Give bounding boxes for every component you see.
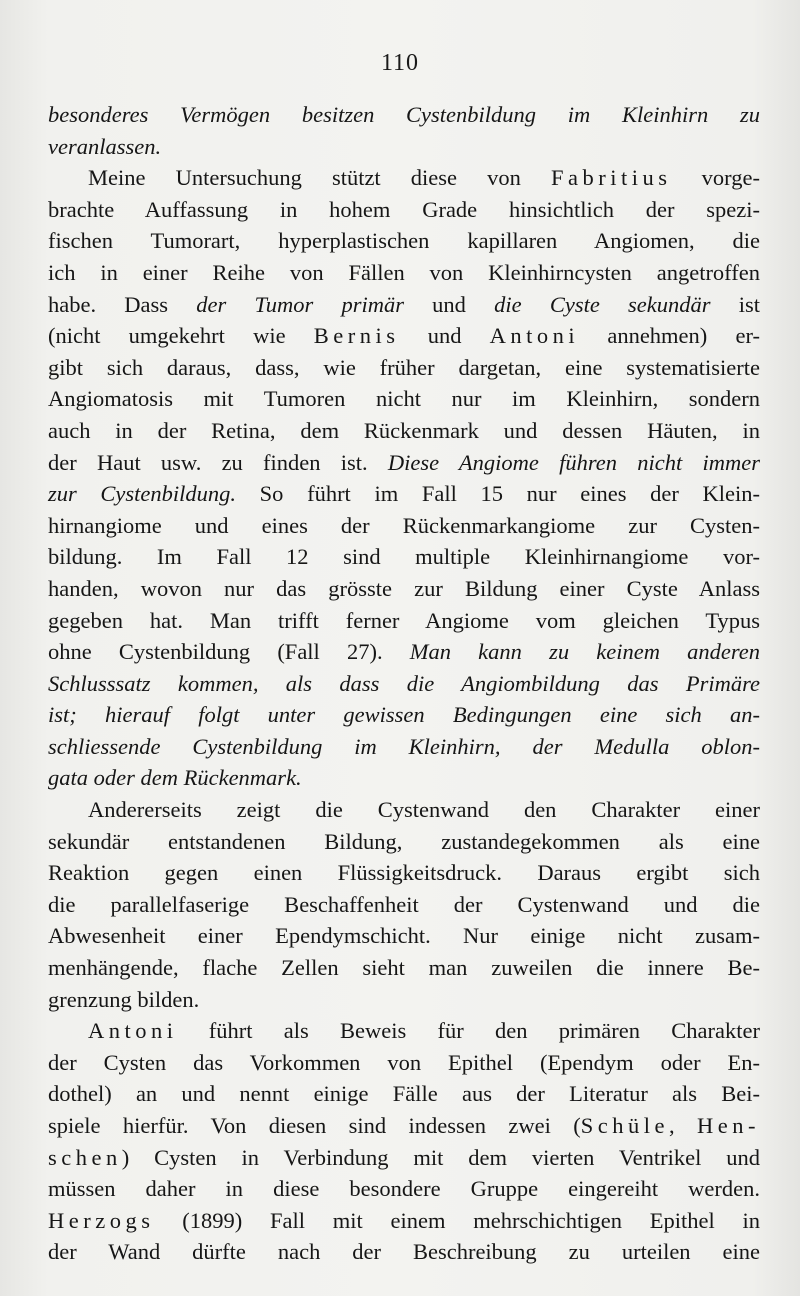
text-segment: , <box>669 1113 698 1138</box>
text-line <box>48 952 760 984</box>
italic-text: Man kann zu keinem anderen <box>409 639 761 665</box>
spaced-name: Fabritius <box>551 165 672 191</box>
italic-text: schliessende Cystenbildung im Kleinhirn, der Medulla oblon- <box>48 733 760 759</box>
text-segment: dothel) an und nennt einige Fälle aus der Literatur als Bei- <box>48 1081 760 1107</box>
text-segment: habe. Dass <box>48 291 197 317</box>
text-line <box>48 794 760 826</box>
text-line <box>48 668 760 700</box>
text-line <box>48 131 760 163</box>
text-line <box>48 857 760 889</box>
text-segment: ohne Cystenbildung (Fall 27). <box>48 639 410 665</box>
text-line <box>48 510 760 542</box>
text-segment: Abwesenheit einer Ependymschicht. Nur einige nicht zusam- <box>48 923 760 949</box>
text-segment: führt als Beweis für den primären Charakter <box>177 1018 760 1044</box>
spaced-name: Hen- <box>697 1113 761 1138</box>
text-line <box>48 1173 760 1205</box>
page-number: 110 <box>380 50 420 76</box>
text-line <box>48 289 760 321</box>
text-line <box>48 636 760 668</box>
italic-text: besonderes Vermögen besitzen Cystenbildung im Kleinhirn zu <box>48 102 760 127</box>
text-segment: ) Cysten in Verbindung mit dem vierten Ventrikel und <box>121 1144 760 1170</box>
text-line <box>48 731 760 763</box>
text-segment: annehmen) er- <box>579 323 760 349</box>
text-segment: die parallelfaserige Beschaffenheit der Cystenwand und die <box>48 891 760 917</box>
text-line <box>48 541 760 573</box>
text-line <box>48 1236 760 1268</box>
text-line <box>48 162 760 194</box>
text-segment: ist <box>710 291 760 317</box>
italic-text: zur Cystenbildung. <box>48 481 237 507</box>
text-line <box>48 1205 760 1237</box>
text-segment: grenzung bilden. <box>48 986 200 1012</box>
italic-text: Schlusssatz kommen, als dass die Angiombildung das Primäre <box>48 670 760 696</box>
text-segment: Meine Untersuchung stützt diese von <box>88 165 552 191</box>
text-line <box>48 320 760 352</box>
text-line <box>48 573 760 605</box>
text-line <box>48 1078 760 1110</box>
text-segment: gibt sich daraus, dass, wie früher dargetan, eine systematisierte <box>48 354 760 380</box>
text-line <box>48 415 760 447</box>
text-line <box>48 889 760 921</box>
text-line <box>48 984 760 1016</box>
text-segment: So führt im Fall 15 nur eines der Klein- <box>236 481 760 507</box>
text-line <box>48 699 760 731</box>
text-line <box>48 383 760 415</box>
spaced-name: Herzogs <box>48 1207 155 1233</box>
text-line <box>48 99 760 131</box>
spaced-name: Antoni <box>88 1018 178 1044</box>
text-segment: (nicht umgekehrt wie <box>48 323 314 349</box>
text-line <box>48 257 760 289</box>
text-line <box>48 1110 760 1142</box>
text-segment: Andererseits zeigt die Cystenwand den Charakter einer <box>88 797 760 823</box>
text-segment: und <box>403 291 495 317</box>
text-segment: hirnangiome und eines der Rückenmarkangiome zur Cysten- <box>48 512 760 538</box>
text-segment: und <box>399 323 490 349</box>
italic-text: Diese Angiome führen nicht immer <box>387 449 760 475</box>
text-segment: ich in einer Reihe von Fällen von Kleinhirncysten angetroffen <box>48 259 760 285</box>
text-segment: der Wand dürfte nach der Beschreibung zu urteilen eine <box>48 1239 760 1265</box>
text-segment: der Cysten das Vorkommen von Epithel (Ependym oder En- <box>48 1049 760 1075</box>
text-line <box>48 352 760 384</box>
text-segment: bildung. Im Fall 12 sind multiple Kleinhirnangiome vor- <box>48 544 760 570</box>
text-line <box>48 826 760 858</box>
text-segment: (1899) Fall mit einem mehrschichtigen Epithel in <box>154 1207 760 1233</box>
text-segment: gegeben hat. Man trifft ferner Angiome vom gleichen Typus <box>48 607 760 633</box>
text-line <box>48 920 760 952</box>
text-segment: menhängende, flache Zellen sieht man zuweilen die innere Be- <box>48 955 760 981</box>
text-line <box>48 1142 760 1174</box>
text-line <box>48 605 760 637</box>
text-segment: brachte Auffassung in hohem Grade hinsichtlich der spezi- <box>48 196 760 222</box>
spaced-name: Antoni <box>489 323 580 349</box>
text-segment: müssen daher in diese besondere Gruppe eingereiht werden. <box>48 1176 760 1202</box>
text-segment: der Haut usw. zu finden ist. <box>48 449 388 475</box>
text-line <box>48 478 760 510</box>
italic-text: ist; hierauf folgt unter gewissen Bedingungen eine sich an- <box>48 702 760 728</box>
text-segment: vorge- <box>671 165 760 191</box>
text-line <box>48 194 760 226</box>
italic-text: veranlassen. <box>48 133 162 159</box>
text-segment: auch in der Retina, dem Rückenmark und dessen Häuten, in <box>48 417 760 443</box>
italic-text: die Cyste sekundär <box>494 291 711 317</box>
body-text <box>48 99 760 1268</box>
italic-text: der Tumor primär <box>196 291 404 317</box>
italic-text: gata oder dem Rückenmark. <box>48 765 302 791</box>
text-segment: handen, wovon nur das grösste zur Bildung einer Cyste Anlass <box>48 575 760 601</box>
text-segment: Angiomatosis mit Tumoren nicht nur im Kleinhirn, sondern <box>48 386 760 412</box>
spaced-name: Schüle <box>580 1113 669 1138</box>
spaced-name: schen <box>48 1144 122 1170</box>
text-line <box>48 762 760 794</box>
text-segment: Reaktion gegen einen Flüssigkeitsdruck. Daraus ergibt sich <box>48 860 760 886</box>
text-segment: spiele hierfür. Von diesen sind indessen zwei ( <box>48 1113 581 1138</box>
spaced-name: Bernis <box>313 323 400 349</box>
text-line <box>48 447 760 479</box>
text-line <box>48 1015 760 1047</box>
text-segment: sekundär entstandenen Bildung, zustandegekommen als eine <box>48 828 760 854</box>
text-line <box>48 1047 760 1079</box>
text-segment: fischen Tumorart, hyperplastischen kapillaren Angiomen, die <box>48 228 760 254</box>
text-line <box>48 225 760 257</box>
